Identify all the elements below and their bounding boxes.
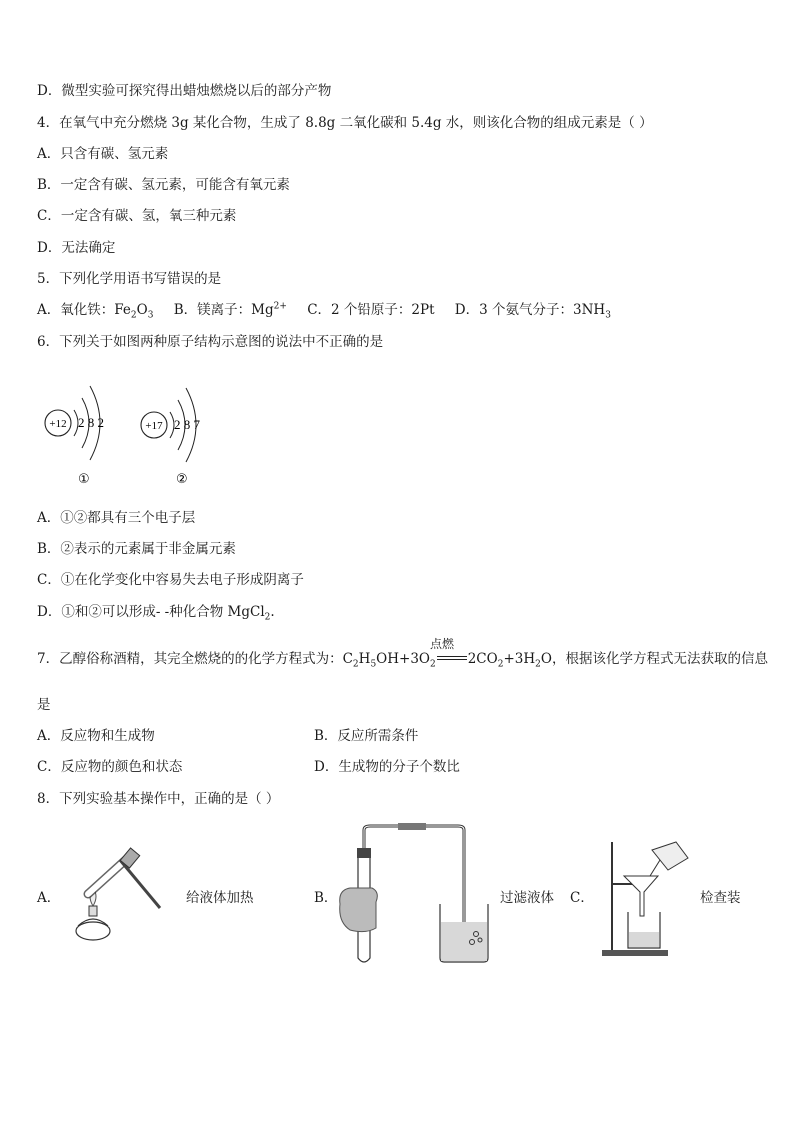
filtering-illustration xyxy=(598,836,698,962)
q8-option-b-caption: 过滤液体 xyxy=(500,890,554,906)
q8-stem: 8．下列实验基本操作中，正确的是（ ） xyxy=(37,791,280,807)
q7-option-a: A．反应物和生成物 xyxy=(37,728,155,744)
q4-option-b: B．一定含有碳、氢元素，可能含有氧元素 xyxy=(37,177,290,193)
q4-stem: 4．在氧气中充分燃烧 3g 某化合物，生成了 8.8g 二氧化碳和 5.4g 水，则该化合物的组成元素是（ ） xyxy=(37,115,653,131)
q8-option-c-caption: 检查装 xyxy=(700,890,741,906)
atom-1-nucleus: +12 xyxy=(49,418,67,430)
q7-option-b: B．反应所需条件 xyxy=(314,728,419,744)
q5-option-d: D．3 个氨气分子：$3NH_3$ xyxy=(454,302,611,321)
q3-option-d: D．微型实验可探究得出蜡烛燃烧以后的部分产物 xyxy=(37,83,332,99)
reaction-arrow xyxy=(437,655,467,665)
atom-2-diagram xyxy=(141,388,201,487)
q5-option-a: A．氧化铁：$Fe_2O_3$ xyxy=(37,302,154,321)
airtightness-check-illustration xyxy=(336,822,492,966)
heating-liquid-illustration xyxy=(68,846,168,946)
atom-2-nucleus: +17 xyxy=(145,420,163,432)
q7-stem: 7．乙醇俗称酒精，其完全燃烧的的化学方程式为：$C_2H_5OH+3O_2$ $2CO_2+3H_2O$，根据该化学方程式无法获取的信息 xyxy=(37,651,768,670)
q7-option-c: C．反应物的颜色和状态 xyxy=(37,759,183,775)
atom-2-label: ② xyxy=(176,472,188,487)
q8-option-a-caption: 给液体加热 xyxy=(186,890,254,906)
q8-option-c-letter: C． xyxy=(570,890,594,906)
q6-option-d: D．①和②可以形成- -种化合物 MgCl$_2$. xyxy=(37,604,275,623)
atom-1-diagram xyxy=(45,386,104,487)
q7-option-d: D．生成物的分子个数比 xyxy=(314,759,460,775)
atom-1-label: ① xyxy=(78,472,90,487)
atom-1-shells: 2 8 2 xyxy=(78,415,104,430)
q5-option-b: B．镁离子：$Mg^{2+}$ xyxy=(173,301,287,318)
q4-option-c: C．一定含有碳、氢，氧三种元素 xyxy=(37,208,237,224)
q5-options xyxy=(37,301,627,319)
q6-option-a: A．①②都具有三个电子层 xyxy=(37,510,196,526)
atom-2-shells: 2 8 7 xyxy=(174,417,200,432)
q5-option-c: C．2 个铅原子：2Pt xyxy=(307,302,435,318)
q7-stem-tail: 是 xyxy=(37,697,51,713)
q4-option-d: D．无法确定 xyxy=(37,240,116,256)
q8-option-a-letter: A． xyxy=(37,890,61,906)
q8-option-b-letter: B． xyxy=(314,890,338,906)
q5-stem: 5．下列化学用语书写错误的是 xyxy=(37,271,222,287)
atom-structure-diagrams xyxy=(38,368,228,494)
q6-option-b: B．②表示的元素属于非金属元素 xyxy=(37,541,236,557)
q6-stem: 6．下列关于如图两种原子结构示意图的说法中不正确的是 xyxy=(37,334,384,350)
q4-option-a: A．只含有碳、氢元素 xyxy=(37,146,169,162)
q6-option-c: C．①在化学变化中容易失去电子形成阴离子 xyxy=(37,572,304,588)
reaction-condition: 点燃 xyxy=(430,637,455,651)
